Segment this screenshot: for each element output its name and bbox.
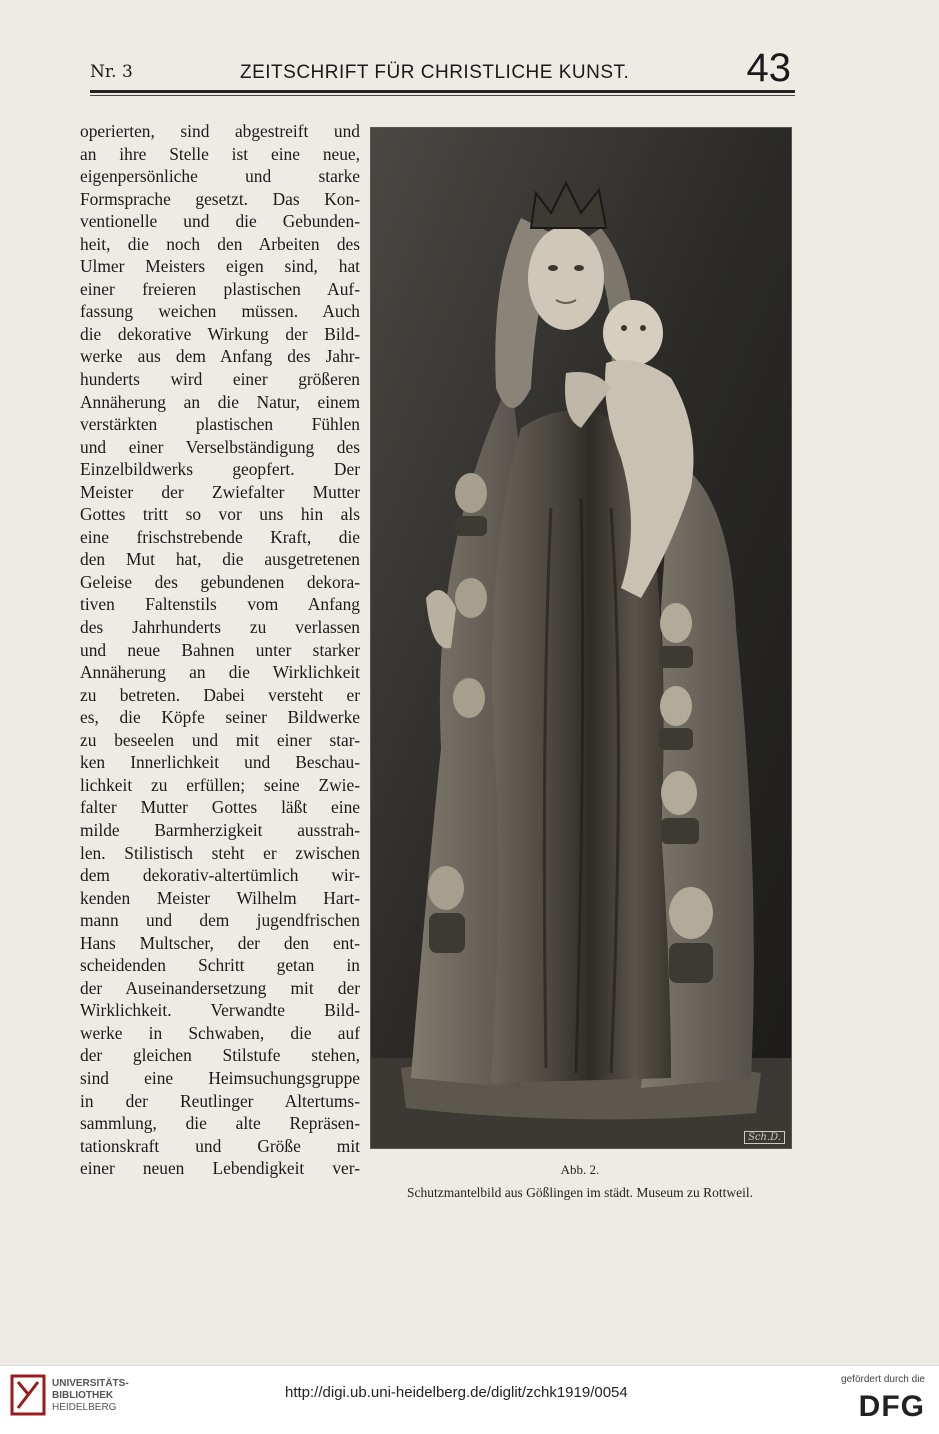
university-library-logo-icon	[10, 1374, 46, 1416]
text-line: Hans Multscher, der den ent-	[80, 932, 360, 953]
text-line: in der Reutlinger Altertums-	[80, 1090, 360, 1111]
text-line: Ulmer Meisters eigen sind, hat	[80, 256, 360, 277]
text-line: werke in Schwaben, die auf	[80, 1022, 360, 1043]
header-rule	[90, 90, 795, 93]
text-line: hunderts wird einer größeren	[80, 369, 360, 390]
text-line: mann und dem jugendfrischen	[80, 910, 360, 931]
text-line: scheidenden Schritt getan in	[80, 955, 360, 976]
text-line: fassung weichen müssen. Auch	[80, 301, 360, 322]
library-name-line3: HEIDELBERG	[52, 1402, 117, 1413]
madonna-statue-illustration	[371, 128, 791, 1148]
text-line: und einer Verselbständigung des	[80, 436, 360, 457]
page-header	[90, 46, 795, 98]
text-line: werke aus dem Anfang des Jahr-	[80, 346, 360, 367]
text-line: einer neuen Lebendigkeit ver-	[80, 1158, 360, 1179]
text-line: der Auseinandersetzung mit der	[80, 977, 360, 998]
header-rule-thin	[90, 95, 795, 96]
text-line: len. Stilistisch steht er zwischen	[80, 842, 360, 863]
library-name-line2: BIBLIOTHEK	[52, 1390, 114, 1401]
text-line: ken Innerlichkeit und Beschau-	[80, 752, 360, 773]
text-line: tiven Faltenstils vom Anfang	[80, 594, 360, 615]
text-line: es, die Köpfe seiner Bildwerke	[80, 707, 360, 728]
body-text-column	[80, 120, 360, 1180]
page-number: 43	[746, 46, 791, 90]
text-line: milde Barmherzigkeit ausstrah-	[80, 819, 360, 840]
text-line: ventionelle und die Gebunden-	[80, 211, 360, 232]
text-line: zu betreten. Dabei versteht er	[80, 684, 360, 705]
figure-label: Abb. 2.	[560, 1162, 600, 1177]
photo-signature: Sch.D.	[744, 1131, 785, 1144]
digitization-footer	[0, 1365, 939, 1434]
text-line: Annäherung an die Wirklichkeit	[80, 662, 360, 683]
text-line: eigenpersönliche und starke	[80, 166, 360, 187]
text-line: des Jahrhunderts zu verlassen	[80, 617, 360, 638]
library-name	[52, 1378, 129, 1414]
text-line: operierten, sind abgestreift und	[80, 121, 360, 141]
text-line: einer freieren plastischen Auf-	[80, 278, 360, 299]
text-line: der gleichen Stilstufe stehen,	[80, 1045, 360, 1066]
sculpture-photo	[370, 127, 792, 1149]
permalink-url[interactable]: http://digi.ub.uni-heidelberg.de/diglit/zchk1919/0054	[285, 1384, 628, 1401]
dfg-logo: DFG	[858, 1390, 925, 1423]
text-line: sind eine Heimsuchungsgruppe	[80, 1067, 360, 1088]
text-line: an ihre Stelle ist eine neue,	[80, 143, 360, 164]
text-line: tationskraft und Größe mit	[80, 1135, 360, 1156]
text-line: lichkeit zu erfüllen; seine Zwie-	[80, 774, 360, 795]
funding-label: gefördert durch die	[841, 1374, 925, 1385]
text-line: heit, die noch den Arbeiten des	[80, 233, 360, 254]
text-line: kenden Meister Wilhelm Hart-	[80, 887, 360, 908]
text-line: verstärkten plastischen Fühlen	[80, 414, 360, 435]
text-line: und neue Bahnen unter starker	[80, 639, 360, 660]
text-line: Formsprache gesetzt. Das Kon-	[80, 188, 360, 209]
text-line: Wirklichkeit. Verwandte Bild-	[80, 1000, 360, 1021]
text-line: Geleise des gebundenen dekora-	[80, 571, 360, 592]
journal-title: ZEITSCHRIFT FÜR CHRISTLICHE KUNST.	[240, 62, 630, 83]
text-line: eine frischstrebende Kraft, die	[80, 526, 360, 547]
text-line: Annäherung an die Natur, einem	[80, 391, 360, 412]
text-line: sammlung, die alte Repräsen-	[80, 1113, 360, 1134]
text-line: zu beseelen und mit einer star-	[80, 729, 360, 750]
text-line: die dekorative Wirkung der Bild-	[80, 323, 360, 344]
text-line: den Mut hat, die ausgetretenen	[80, 549, 360, 570]
text-line: Gottes tritt so vor uns hin als	[80, 504, 360, 525]
text-line: Einzelbildwerks geopfert. Der	[80, 459, 360, 480]
issue-number: Nr. 3	[90, 62, 133, 82]
figure-caption: Schutzmantelbild aus Gößlingen im städt. Museum zu Rottweil.	[406, 1185, 754, 1200]
text-line: falter Mutter Gottes läßt eine	[80, 797, 360, 818]
text-line: Meister der Zwiefalter Mutter	[80, 481, 360, 502]
library-name-line1: UNIVERSITÄTS-	[52, 1378, 129, 1389]
text-line: dem dekorativ-altertümlich wir-	[80, 865, 360, 886]
